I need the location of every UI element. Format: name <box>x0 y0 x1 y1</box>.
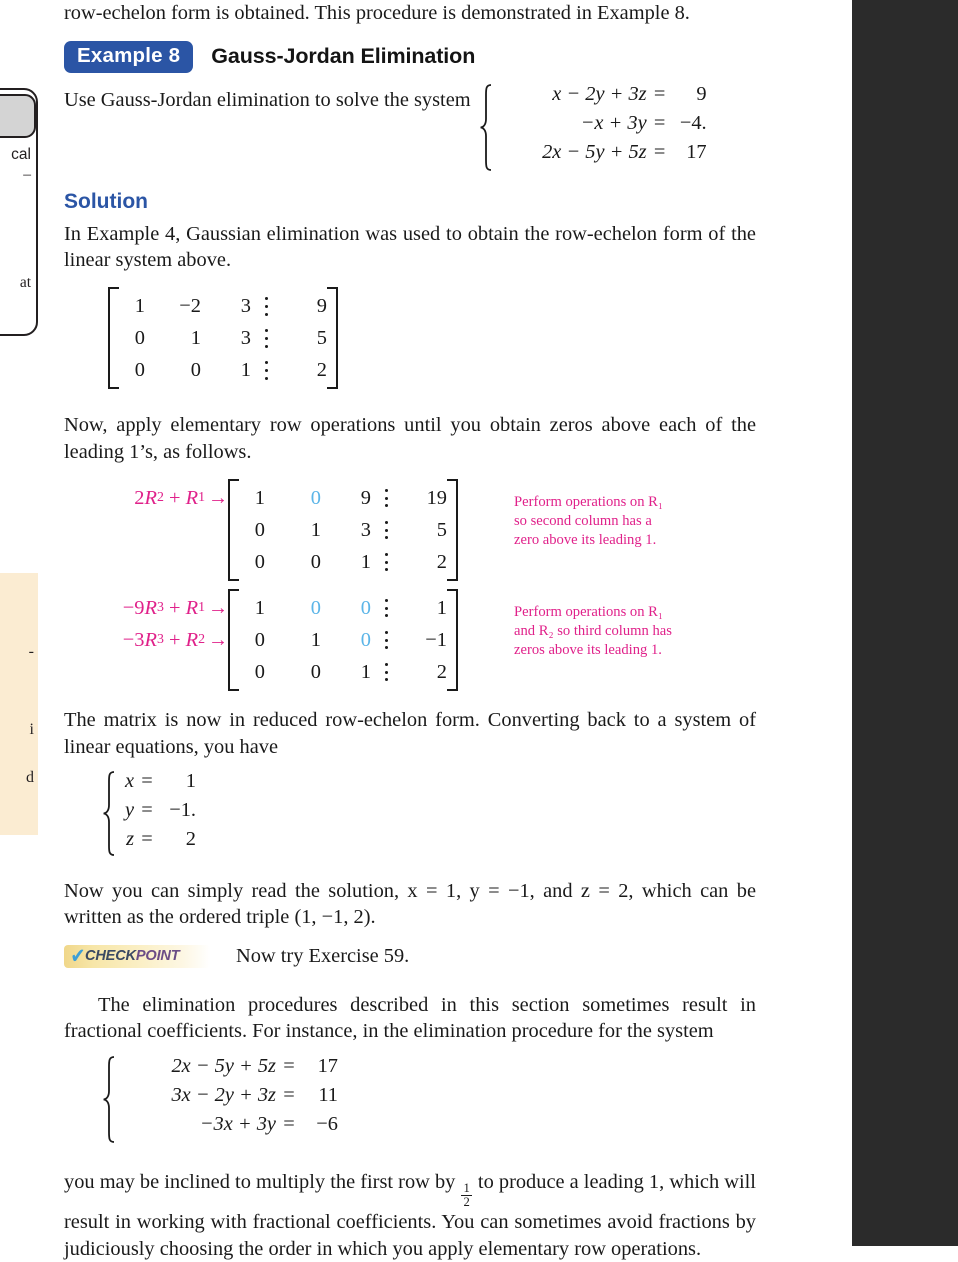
viewer-background <box>852 0 958 1246</box>
matrix-cell: 9 <box>316 294 327 317</box>
equation-lhs: −x + 3y <box>580 111 647 134</box>
checkpoint-badge <box>64 945 210 968</box>
matrix-cell-highlight: 0 <box>360 628 371 651</box>
row-operation-step-2 <box>64 589 756 691</box>
equation-equals: = <box>653 82 666 105</box>
annotation-line: so second column has a <box>514 513 652 530</box>
right-arrow-icon: → <box>208 628 228 651</box>
matrix-row <box>119 354 327 386</box>
matrix-cell: 1 <box>436 596 447 619</box>
matrix-cell: 19 <box>426 486 447 509</box>
checkpoint-label-part-b: POINT <box>135 947 180 964</box>
checkmark-icon: ✔ <box>70 944 86 968</box>
row-op-row-symbol: R <box>144 486 157 509</box>
matrix-right-bracket <box>447 589 458 691</box>
checkpoint-label-part-a: CHECK <box>85 947 136 964</box>
margin-box-study-tip-line-1: - <box>28 643 34 660</box>
matrix-cell: 1 <box>360 550 371 573</box>
matrix-3-grid <box>239 589 447 691</box>
example-number-badge: Example 8 <box>64 41 193 72</box>
annotation-line: zero above its leading 1. <box>514 532 657 549</box>
system-of-equations-2 <box>102 770 756 862</box>
equation-rhs: 17 <box>317 1054 338 1077</box>
checkpoint-label <box>85 948 179 964</box>
right-arrow-icon: → <box>208 596 228 619</box>
closing-paragraph-2-part-a: you may be inclined to multiply the first row by <box>64 1170 456 1193</box>
equation-rhs: 11 <box>318 1083 338 1106</box>
equation-rhs: 1 <box>185 769 196 792</box>
annotation-line: Perform operations on R₁ <box>514 604 663 621</box>
page-content-column <box>64 0 756 1262</box>
matrix-partition-dots <box>371 596 401 619</box>
matrix-right-bracket <box>327 287 338 389</box>
equation-row <box>118 770 196 799</box>
matrix-cell: −2 <box>179 294 201 317</box>
matrix-cell: 5 <box>436 518 447 541</box>
matrix-1-grid <box>119 287 327 389</box>
augmented-matrix-1 <box>108 287 756 394</box>
equation-equals: = <box>141 798 153 821</box>
row-op-coefficient: 2 <box>134 486 145 509</box>
matrix-cell: 0 <box>254 518 265 541</box>
row-op-plus: + <box>168 486 181 509</box>
step-2-annotation <box>514 603 672 660</box>
equation-lhs: x <box>124 769 134 792</box>
matrix-left-bracket <box>228 479 239 581</box>
row-op-target-symbol: R <box>185 486 199 509</box>
example-prompt-row <box>64 82 756 172</box>
matrix-partition-dots <box>251 295 281 318</box>
margin-box-study-tip-line-3: d <box>26 769 34 786</box>
row-op-row-index: 3 <box>156 632 164 648</box>
fraction-numerator: 1 <box>463 1181 470 1196</box>
closing-paragraph-2 <box>64 1169 756 1262</box>
matrix-row <box>239 624 447 656</box>
example-heading <box>64 41 756 72</box>
matrix-cell: 1 <box>240 358 251 381</box>
margin-box-technology-line-2: – <box>23 166 31 183</box>
system-of-equations-1 <box>479 83 707 172</box>
row-operation-step-1 <box>64 479 756 581</box>
matrix-partition-dots <box>371 518 401 541</box>
row-op-coefficient: −3 <box>122 628 145 651</box>
equation-rhs: 17 <box>686 140 707 163</box>
matrix-cell: 5 <box>316 326 327 349</box>
left-brace-icon <box>102 770 116 857</box>
matrix-cell: 1 <box>360 660 371 683</box>
solution-heading: Solution <box>64 189 148 213</box>
solution-paragraph-2: Now, apply elementary row operations until you obtain zeros above each of the leading 1’s, as follows. <box>64 414 756 463</box>
matrix-cell: 1 <box>310 518 321 541</box>
row-operation-label <box>64 624 228 656</box>
matrix-left-bracket <box>228 589 239 691</box>
equation-equals: = <box>283 1112 295 1135</box>
matrix-cell: 9 <box>360 486 371 509</box>
matrix-cell: 1 <box>134 294 145 317</box>
equation-equals: = <box>283 1083 295 1106</box>
matrix-cell-highlight: 0 <box>310 486 321 509</box>
fraction-one-half <box>461 1182 471 1209</box>
matrix-cell: 0 <box>254 660 265 683</box>
annotation-line: Perform operations on R₁ <box>514 494 663 511</box>
system-2-rows <box>118 770 196 857</box>
matrix-left-bracket <box>108 287 119 389</box>
row-op-target-symbol: R <box>185 596 199 619</box>
solution-paragraph-1: In Example 4, Gaussian elimination was used to obtain the row-echelon form of the linear system above. <box>64 222 756 271</box>
system-3-rows <box>118 1055 338 1144</box>
margin-box-study-tip <box>0 573 38 835</box>
equation-lhs: 3x − 2y + 3z <box>171 1083 276 1106</box>
matrix-cell: 3 <box>240 294 251 317</box>
equation-equals: = <box>141 769 153 792</box>
matrix-cell: 0 <box>190 358 201 381</box>
left-brace-icon <box>479 83 493 172</box>
step-2-operation-labels <box>64 589 228 656</box>
equation-lhs: x − 2y + 3z <box>552 82 647 105</box>
matrix-cell: 1 <box>254 596 265 619</box>
matrix-cell: 2 <box>436 550 447 573</box>
row-op-target-symbol: R <box>185 628 199 651</box>
matrix-cell: 1 <box>310 628 321 651</box>
left-brace-icon <box>102 1055 116 1144</box>
checkpoint-row <box>64 945 756 968</box>
row-op-row-symbol: R <box>144 628 157 651</box>
closing-paragraph-1: The elimination procedures described in this section sometimes result in fractional coefficients. For instance, in the elimination procedure for the system <box>64 993 756 1043</box>
right-arrow-icon: → <box>208 486 228 509</box>
equation-lhs: 2x − 5y + 5z <box>171 1054 276 1077</box>
equation-rhs: 2 <box>185 827 196 850</box>
example-prompt-text: Use Gauss-Jordan elimination to solve the system <box>64 88 471 111</box>
system-1-rows <box>495 83 707 172</box>
row-op-coefficient: −9 <box>122 596 145 619</box>
fraction-denominator: 2 <box>463 1195 470 1210</box>
equation-row <box>495 141 707 170</box>
row-op-plus: + <box>168 596 181 619</box>
matrix-cell: 1 <box>190 326 201 349</box>
equation-row <box>118 1055 338 1084</box>
matrix-cell: −1 <box>425 628 447 651</box>
row-op-row-symbol: R <box>144 596 157 619</box>
row-op-row-index: 2 <box>156 490 164 506</box>
annotation-line: zeros above its leading 1. <box>514 642 662 659</box>
matrix-row <box>239 546 447 578</box>
matrix-2-grid <box>239 479 447 581</box>
equation-rhs: −4. <box>679 111 707 134</box>
equation-equals: = <box>653 111 666 134</box>
equation-lhs: z <box>126 827 134 850</box>
matrix-cell: 3 <box>240 326 251 349</box>
row-op-row-index: 3 <box>156 600 164 616</box>
matrix-row <box>239 656 447 688</box>
matrix-cell-highlight: 0 <box>360 596 371 619</box>
matrix-partition-dots <box>371 550 401 573</box>
matrix-cell: 0 <box>310 550 321 573</box>
margin-box-study-tip-line-2: i <box>29 721 34 738</box>
matrix-cell-highlight: 0 <box>310 596 321 619</box>
row-op-plus: + <box>168 628 181 651</box>
equation-row <box>118 1084 338 1113</box>
augmented-matrix-2 <box>228 479 458 581</box>
matrix-partition-dots <box>371 486 401 509</box>
matrix-cell: 2 <box>316 358 327 381</box>
matrix-right-bracket <box>447 479 458 581</box>
equation-lhs: y <box>124 798 134 821</box>
step-1-operation-labels <box>64 479 228 514</box>
solution-paragraph-3: The matrix is now in reduced row-echelon form. Converting back to a system of linear equations, you have <box>64 709 756 758</box>
margin-box-technology <box>0 88 38 336</box>
row-operation-label <box>64 592 228 624</box>
matrix-partition-dots <box>251 359 281 382</box>
annotation-line: and R₂ so third column has <box>514 623 672 640</box>
augmented-matrix-3 <box>228 589 458 691</box>
equation-lhs: −3x + 3y <box>199 1112 276 1135</box>
row-op-target-index: 2 <box>198 632 205 648</box>
matrix-cell: 0 <box>134 358 145 381</box>
equation-lhs: 2x − 5y + 5z <box>542 140 647 163</box>
checkpoint-exercise-text: Now try Exercise 59. <box>236 944 410 967</box>
matrix-row <box>119 322 327 354</box>
margin-box-technology-line-1: cal <box>11 146 31 163</box>
matrix-cell: 1 <box>254 486 265 509</box>
equation-row <box>118 1113 338 1142</box>
matrix-cell: 3 <box>360 518 371 541</box>
matrix-row <box>239 482 447 514</box>
equation-rhs: 9 <box>696 82 707 105</box>
row-op-target-index: 1 <box>198 490 205 506</box>
equation-row <box>495 112 707 141</box>
equation-rhs: −1. <box>169 798 196 821</box>
equation-equals: = <box>283 1054 295 1077</box>
row-op-target-index: 1 <box>198 600 205 616</box>
matrix-partition-dots <box>371 660 401 683</box>
carryover-line: row-echelon form is obtained. This procedure is demonstrated in Example 8. <box>64 2 690 24</box>
solution-paragraph-4: Now you can simply read the solution, x = 1, y = −1, and z = 2, which can be written as the ordered triple (1, −1, 2). <box>64 879 756 929</box>
equation-row <box>118 799 196 828</box>
matrix-cell: 0 <box>310 660 321 683</box>
equation-rhs: −6 <box>316 1112 338 1135</box>
matrix-cell: 0 <box>254 628 265 651</box>
example-title: Gauss-Jordan Elimination <box>211 44 476 69</box>
equation-row <box>118 828 196 857</box>
closing-paragraph-2-part-b: to produce a leading 1, which will result in working with fractional coefficients. You can sometimes avoid fractions by judiciously choosing the order in which you apply elementary row operations. <box>64 1170 756 1260</box>
equation-equals: = <box>653 140 666 163</box>
matrix-partition-dots <box>251 327 281 350</box>
margin-box-technology-line-3: at <box>19 274 31 291</box>
matrix-row <box>239 514 447 546</box>
matrix-cell: 0 <box>134 326 145 349</box>
equation-row <box>495 83 707 112</box>
matrix-row <box>239 592 447 624</box>
step-1-annotation <box>514 493 663 550</box>
matrix-cell: 2 <box>436 660 447 683</box>
equation-equals: = <box>141 827 153 850</box>
matrix-row <box>119 290 327 322</box>
matrix-cell: 0 <box>254 550 265 573</box>
matrix-partition-dots <box>371 628 401 651</box>
system-of-equations-3 <box>102 1055 756 1149</box>
row-operation-label <box>64 482 228 514</box>
margin-box-header-tab <box>0 94 36 138</box>
